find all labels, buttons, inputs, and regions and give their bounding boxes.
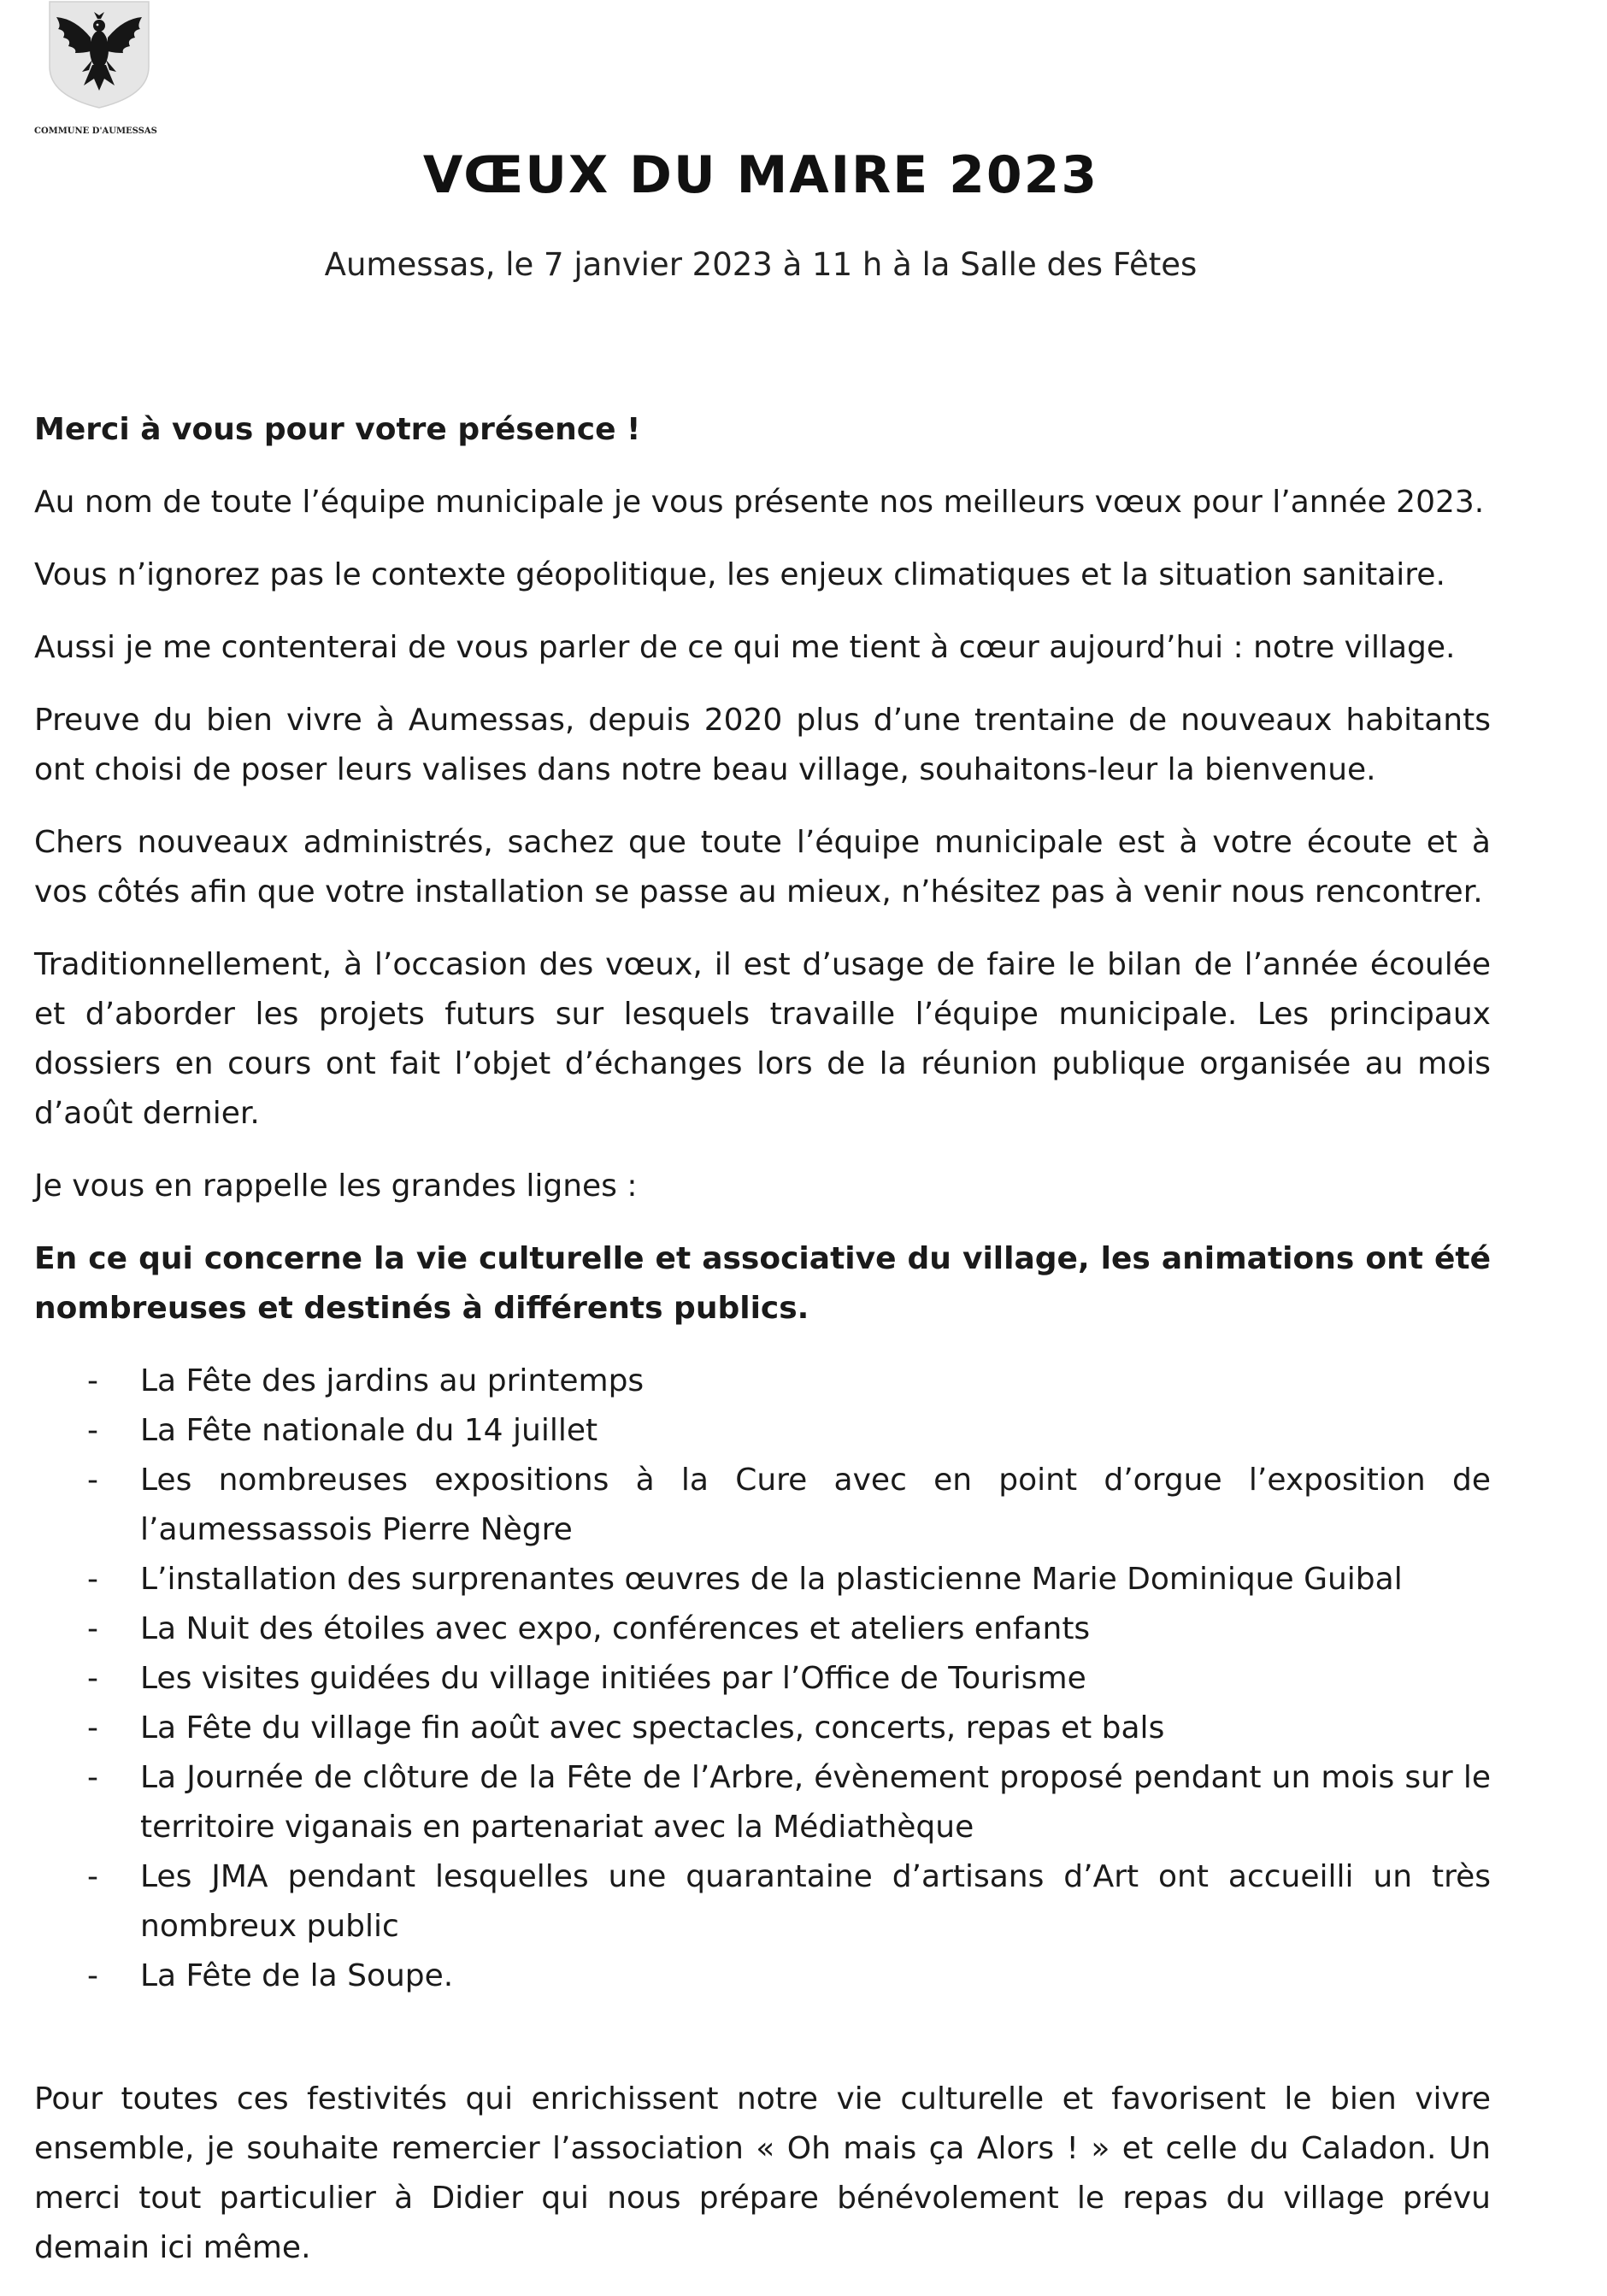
eagle-crest-icon xyxy=(46,0,152,109)
list-marker: - xyxy=(87,1958,98,1993)
list-item-text: Les visites guidées du village initiées par l’Office de Tourisme xyxy=(140,1661,1086,1696)
list-item-text: La Fête de la Soupe. xyxy=(140,1958,454,1993)
paragraph: Je vous en rappelle les grandes lignes : xyxy=(34,1169,638,1204)
paragraph: Preuve du bien vivre à Aumessas, depuis 2020 plus d’une trentaine de nouveaux habitants ont choisi de poser leurs valises dans notre beau village, souhaitons-leur la bienvenue. xyxy=(34,703,1491,787)
list-item xyxy=(34,1654,1491,1704)
list-item xyxy=(34,1952,1491,2001)
list-item xyxy=(34,1357,1491,1406)
letter-body xyxy=(34,405,1491,2296)
page-subtitle: Aumessas, le 7 janvier 2023 à 11 h à la Salle des Fêtes xyxy=(324,246,1198,283)
paragraph: Chers nouveaux administrés, sachez que toute l’équipe municipale est à votre écoute et à vos côtés afin que votre installation se passe au mieux, n’hésitez pas à venir nous rencontrer. xyxy=(34,825,1491,910)
list-marker: - xyxy=(87,1859,98,1894)
commune-label: COMMUNE D'AUMESSAS xyxy=(34,127,157,136)
events-list xyxy=(34,1357,1491,2001)
list-item xyxy=(34,1704,1491,1753)
paragraph: Aussi je me contenterai de vous parler de ce qui me tient à cœur aujourd’hui : notre village. xyxy=(34,630,1456,665)
list-item-text: La Fête des jardins au printemps xyxy=(140,1363,645,1398)
paragraph-thanks: Merci à vous pour votre présence ! xyxy=(34,412,641,447)
list-item xyxy=(34,1852,1491,1952)
list-item xyxy=(34,1456,1491,1555)
paragraph-closing: Pour toutes ces festivités qui enrichissent notre vie culturelle et favorisent le bien vivre ensemble, je souhaite remercier l’association « Oh mais ça Alors ! » et celle du Caladon. Un merci tout particulier à Didier qui nous prépare bénévolement le repas du village prévu demain ici même. xyxy=(34,2081,1491,2265)
section-spacer xyxy=(34,2001,1491,2075)
paragraph-culture-heading: En ce qui concerne la vie culturelle et associative du village, les animations ont été nombreuses et destinés à différents publics. xyxy=(34,1241,1491,1326)
list-item-text: Les nombreuses expositions à la Cure avec en point d’orgue l’exposition de l’aumessassois Pierre Nègre xyxy=(140,1463,1491,1547)
list-item-text: L’installation des surprenantes œuvres de la plasticienne Marie Dominique Guibal xyxy=(140,1562,1403,1597)
list-item-text: Les JMA pendant lesquelles une quarantaine d’artisans d’Art ont accueilli un très nombreux public xyxy=(140,1859,1491,1944)
list-item xyxy=(34,1555,1491,1604)
list-marker: - xyxy=(87,1562,98,1597)
list-marker: - xyxy=(87,1463,98,1498)
list-item-text: La Fête nationale du 14 juillet xyxy=(140,1413,598,1448)
list-item xyxy=(34,1406,1491,1456)
list-item xyxy=(34,1604,1491,1654)
list-item-text: La Nuit des étoiles avec expo, conférences et ateliers enfants xyxy=(140,1611,1091,1646)
list-marker: - xyxy=(87,1661,98,1696)
list-marker: - xyxy=(87,1413,98,1448)
commune-logo xyxy=(44,0,156,137)
list-marker: - xyxy=(87,1611,98,1646)
list-item-text: La Journée de clôture de la Fête de l’Arbre, évènement proposé pendant un mois sur le territoire viganais en partenariat avec la Médiathèque xyxy=(140,1760,1491,1845)
paragraph: Traditionnellement, à l’occasion des vœux, il est d’usage de faire le bilan de l’année écoulée et d’aborder les projets futurs sur lesquels travaille l’équipe municipale. Les principaux dossiers en cours ont fait l’objet d’échanges lors de la réunion publique organisée au mois d’août dernier. xyxy=(34,947,1491,1131)
list-item-text: La Fête du village fin août avec spectacles, concerts, repas et bals xyxy=(140,1710,1165,1746)
paragraph: Au nom de toute l’équipe municipale je vous présente nos meilleurs vœux pour l’année 2023. xyxy=(34,485,1485,520)
paragraph: Vous n’ignorez pas le contexte géopolitique, les enjeux climatiques et la situation sanitaire. xyxy=(34,557,1445,592)
list-marker: - xyxy=(87,1760,98,1795)
list-marker: - xyxy=(87,1710,98,1746)
list-item xyxy=(34,1753,1491,1852)
list-marker: - xyxy=(87,1363,98,1398)
page-title: VŒUX DU MAIRE 2023 xyxy=(422,145,1099,205)
